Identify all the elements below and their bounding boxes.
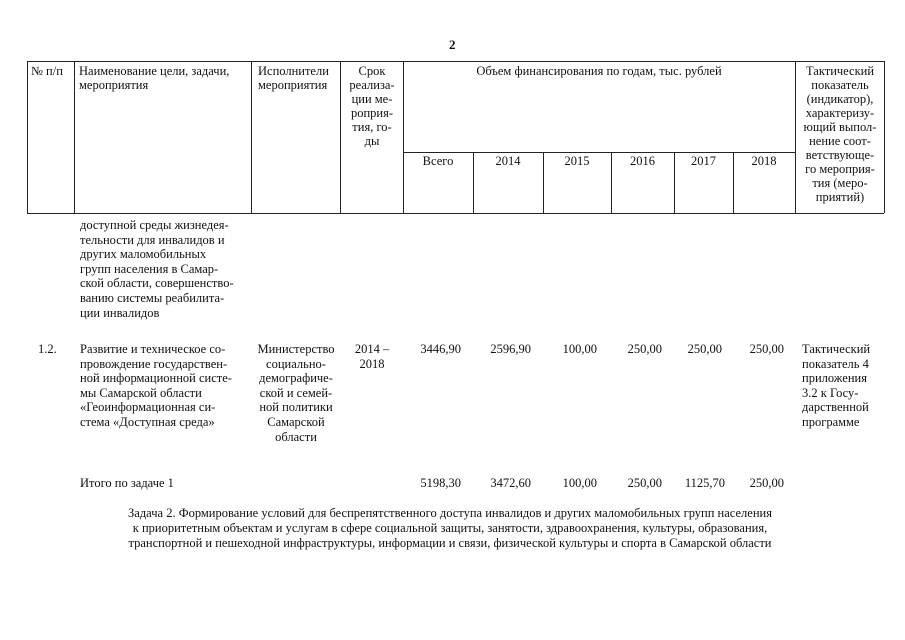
total-value-2016: 250,00 — [627, 476, 662, 490]
row-name: Развитие и техническое со- провождение государствен- ной информационной систе- мы Самарской области «Геоинформационная си- стема «Доступная среда» — [80, 342, 232, 429]
years-divider-line — [403, 152, 795, 153]
row-value-2016: 250,00 — [627, 342, 662, 356]
row-value-2015: 100,00 — [562, 342, 597, 356]
row-executors: Министерство социально- демографиче- ской и семей- ной политики Самарской области — [257, 342, 335, 444]
row-value-2018: 250,00 — [749, 342, 784, 356]
total-value-total: 5198,30 — [420, 476, 461, 490]
col-border — [27, 61, 28, 213]
continuation-text: доступной среды жизнедея- тельности для инвалидов и других маломобильных групп населения в Самар- ской области, совершенство- ванию системы реабилита- ции инвалидов — [80, 218, 234, 320]
total-value-2017: 1125,70 — [684, 476, 725, 490]
header-year-2018: 2018 — [751, 154, 777, 168]
header-funding: Объем финансирования по годам, тыс. рублей — [476, 64, 722, 78]
total-label: Итого по задаче 1 — [80, 476, 174, 490]
header-bottom-border — [27, 213, 884, 214]
header-indicator: Тактический показатель (индикатор), характеризу- ющий выпол- нение соот- ветствующе- го мероприя- тия (меро- приятий) — [803, 64, 877, 204]
header-executors: Исполнители мероприятия — [258, 64, 329, 92]
row-term: 2014 – 2018 — [354, 342, 390, 371]
col-border — [74, 61, 75, 213]
total-value-2014: 3472,60 — [490, 476, 531, 490]
header-num: № п/п — [31, 64, 63, 78]
table-top-border — [27, 61, 884, 62]
header-year-total: Всего — [422, 154, 454, 168]
row-value-total: 3446,90 — [420, 342, 461, 356]
header-name: Наименование цели, задачи, мероприятия — [79, 64, 230, 92]
header-year-2017: 2017 — [691, 154, 716, 168]
row-value-2014: 2596,90 — [490, 342, 531, 356]
col-border — [403, 61, 404, 213]
col-border — [884, 61, 885, 213]
header-year-2016: 2016 — [630, 154, 655, 168]
row-indicator: Тактический показатель 4 приложения 3.2 к Госу- дарственной программе — [802, 342, 871, 429]
col-border — [251, 61, 252, 213]
row-value-2017: 250,00 — [687, 342, 722, 356]
page-number: 2 — [449, 37, 456, 52]
header-year-2015: 2015 — [564, 154, 590, 168]
header-term: Срок реализа- ции ме- роприя- тия, го- ды — [349, 64, 395, 148]
row-num: 1.2. — [38, 342, 57, 356]
task-2-heading: Задача 2. Формирование условий для беспрепятственного доступа инвалидов и других маломобильных групп населения к приоритетным объектам и услугам в сфере социальной защиты, занятости, здравоохранения, культуры, образования, транспортной и пешеходной инфраструктуры, информации и связи, физической культуры и спорта в Самарской области — [128, 506, 772, 550]
total-value-2015: 100,00 — [562, 476, 597, 490]
total-value-2018: 250,00 — [749, 476, 784, 490]
header-year-2014: 2014 — [495, 154, 521, 168]
